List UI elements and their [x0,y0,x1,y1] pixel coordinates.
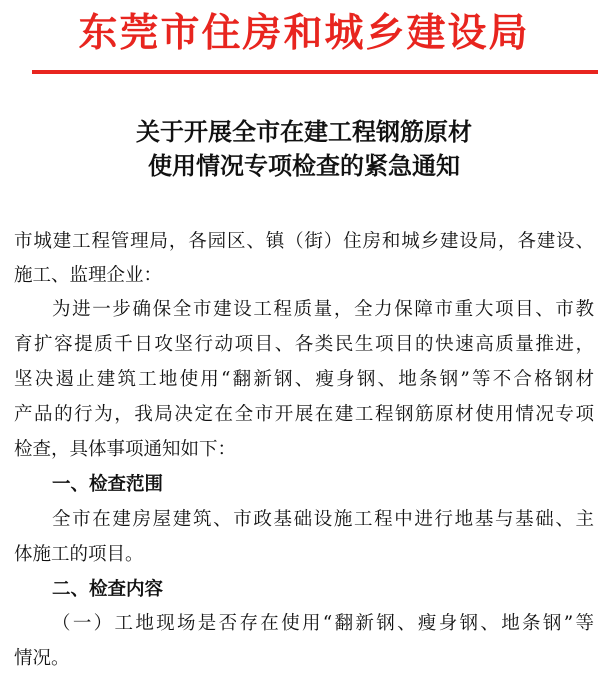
section-1-heading: 一、检查范围 [52,474,164,495]
notice-title-line-1: 关于开展全市在建工程钢筋原材 [136,117,472,146]
section-2-heading: 二、检查内容 [52,579,164,600]
intro-paragraph-line: 为进一步确保全市建设工程质量，全力保障市重大项目、市教 [52,299,594,320]
recipients-line-2: 施工、监理企业： [14,265,163,286]
intro-paragraph-line: 坚决遏止建筑工地使用“翻新钢、瘦身钢、地条钢”等不合格钢材 [14,369,594,390]
letterhead-red-rule [32,70,598,74]
intro-paragraph-line: 检查，具体事项通知如下： [14,439,237,460]
agency-letterhead: 东莞市住房和城乡建设局 [78,11,530,56]
recipients-line-1: 市城建工程管理局，各园区、镇（街）住房和城乡建设局，各建设、 [14,231,594,252]
notice-title-line-2: 使用情况专项检查的紧急通知 [148,151,460,180]
intro-paragraph-line: 育扩容提质千日攻坚行动项目、各类民生项目的快速高质量推进， [14,334,594,355]
section-2-text-line: （一）工地现场是否存在使用“翻新钢、瘦身钢、地条钢”等 [52,613,594,634]
section-2-text-line: 情况。 [14,648,70,669]
section-1-text-line: 全市在建房屋建筑、市政基础设施工程中进行地基与基础、主 [52,509,594,530]
intro-paragraph-line: 产品的行为，我局决定在全市开展在建工程钢筋原材使用情况专项 [14,404,594,425]
section-1-text-line: 体施工的项目。 [14,544,144,565]
